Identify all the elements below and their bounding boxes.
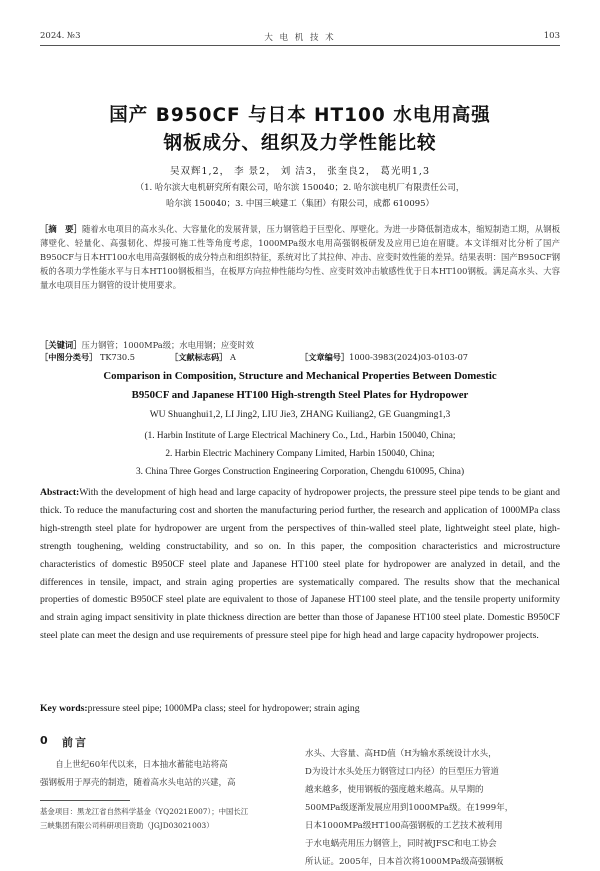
body-right [305,745,560,871]
page-number: 103 [543,31,560,41]
clc-code [40,352,135,363]
affiliation-cn-line2: 哈尔滨 150040；3. 中国三峡建工（集团）有限公司，成都 610095） [165,199,435,209]
abstract-en [40,484,560,645]
abstract-cn-text: 随着水电项目的高水头化、大容量化的发展背景，压力钢管趋于巨型化、厚壁化。为进一步降低制造成本，缩短制造工期，从钢板薄壁化、轻量化、高强韧化、焊接可施工性等角度考虑，1000MPa级水电用高强钢板研发及应用已迫在眉睫。本文详细对比分析了国产B950CF与日本HT100水电用高强钢板的成分特点和组织特征，系统对比了其拉伸、冲击、应变时效性能的差异。结果表明：国产B950CF钢板的各项力学性能水平与日本HT100钢板相当，在板厚方向拉伸性能均匀性、应变时效冲击敏感性优于日本HT100钢板。满足高水头、大容量水电项目压力钢管的设计使用要求。 [40,224,560,291]
title-en-line1: Comparison in Composition, Structure and Mechanical Properties Between Domestic [103,370,497,382]
authors-en: WU Shuanghui1,2, LI Jing2, LIU Jie3, ZHANG Kuiliang2, GE Guangming1,3 [149,410,451,420]
keywords-cn-label: ［关键词］ [40,340,82,350]
footnote [40,805,292,833]
issue-number: 2024. №3 [40,31,81,41]
clc-value: TK730.5 [99,352,135,362]
title-cn-line2: 钢板成分、组织及力学性能比较 [163,133,437,154]
keywords-cn-text: 压力钢管；1000MPa级；水电用钢；应变时效 [81,340,255,350]
abstract-en-label: Abstract: [40,487,80,498]
abstract-cn-label: ［摘 要］ [40,224,82,234]
body-left-line1: 自上世纪60年代以来，日本抽水蓄能电站将高 [55,760,228,770]
abstract-cn [40,222,560,292]
clc-label: ［中图分类号］ [40,352,98,362]
body-right-line1: 水头、大容量、高HD值（H为输水系统设计水头， [305,749,497,759]
section-number: 0 [40,734,48,747]
affiliation-cn-line1: （1. 哈尔滨大电机研究所有限公司，哈尔滨 150040；2. 哈尔滨电机厂有限责任公司， [135,183,465,193]
keywords-en [40,702,560,716]
authors-cn: 吴双辉1,2， 李 景2， 刘 洁3， 张奎良2， 葛光明1,3 [170,166,430,177]
body-right-line5: 日本1000MPa级HT100高强钢板的工艺技术被利用 [305,821,503,831]
abstract-en-text: With the development of high head and large capacity of hydropower projects, the pressure steel pipe tends to be giant and thick. To reduce the manufacturing cost and shorten the manufacturing period further, the research and application of 1000MPa class high-strength steel plate for hydropower are urgent from the perspectives of thin-walled steel plate, lightweight steel plate, high-strength toughening, welding constructability, and so on. In this paper, the composition characteristics and microstructure characteristics of domestic B950CF steel plate and Japanese HT100 steel plate for hydropower are analyzed in detail, and the differences in tensile, impact, and strain aging properties are systematically compared. The results show that the mechanical properties of domestic B950CF steel plate are equivalent to those of Japanese HT100 steel plate, and the tensile property uniformity and strain aging impact sensitivity in plate thickness direction are better than those of Japanese HT100 steel plate. Domestic B950CF steel plate can meet the design and use requirements of pressure steel pipe for high head and large capacity hydropower projects. [40,487,560,642]
body-right-line3: 越来越多，使用钢板的强度越来越高。从早期的 [305,785,484,795]
article-id [300,352,468,363]
title-cn-line1: 国产 B950CF 与日本 HT100 水电用高强 [109,105,491,126]
body-left-line2: 强钢板用于厚壳的制造，随着高水头电站的兴建，高 [40,778,236,788]
title-en-line2: B950CF and Japanese HT100 High-strength Steel Plates for Hydropower [131,389,469,401]
affiliation-en-line1: (1. Harbin Institute of Large Electrical Machinery Co., Ltd., Harbin 150040, China; [144,431,456,441]
keywords-cn [40,338,560,352]
affiliation-en-line2: 2. Harbin Electric Machinery Company Limited, Harbin 150040, China; [165,449,435,459]
footnote-rule [40,800,130,801]
article-id-value: 1000-3983(2024)03-0103-07 [349,352,469,362]
body-left [40,756,292,792]
body-right-line6: 于水电蜗壳用压力钢管上，同时被JFSC和电工协会 [305,839,497,849]
journal-name: 大 电 机 技 术 [264,33,336,43]
keywords-en-text: pressure steel pipe; 1000MPa class; steel for hydropower; strain aging [87,703,360,714]
header-rule [40,45,560,46]
body-right-line4: 500MPa级逐渐发展应用到1000MPa级。在1999年， [305,803,514,813]
doc-code [170,352,236,363]
article-id-label: ［文章编号］ [300,352,350,362]
affiliation-en-line3: 3. China Three Gorges Construction Engineering Corporation, Chengdu 610095, China) [135,467,465,477]
keywords-en-label: Key words: [40,703,88,714]
section-title: 前言 [62,736,88,749]
doc-label: ［文献标志码］ [170,352,228,362]
body-right-line2: D为设计水头处压力钢管过口内径）的巨型压力管道 [305,767,499,777]
body-right-line7: 所认证。2005年，日本首次将1000MPa级高强钢板 [305,857,504,867]
footnote-line2: 三峡集团有限公司科研项目资助（JGJD03021003） [40,821,214,830]
doc-value: A [229,352,236,362]
footnote-line1: 基金项目：黑龙江省自然科学基金（YQ2021E007）；中国长江 [40,807,249,816]
